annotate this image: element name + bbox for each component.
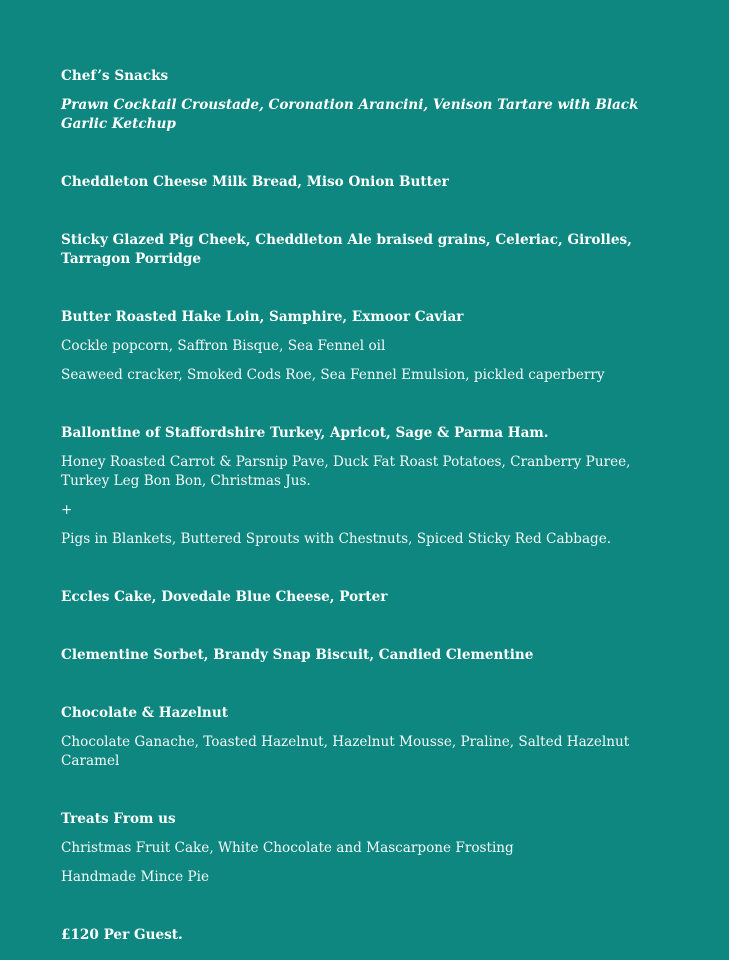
course-title-chefs-snacks: Chef’s Snacks — [61, 68, 169, 84]
menu-page — [61, 67, 671, 945]
course-desc-turkey-1: Honey Roasted Carrot & Parsnip Pave, Duck Fat Roast Potatoes, Cranberry Puree, Turkey Leg Bon Bon, Christmas Jus. — [61, 454, 631, 489]
course-title-chocolate: Chocolate & Hazelnut — [61, 705, 228, 721]
course-title-bread: Cheddleton Cheese Milk Bread, Miso Onion Butter — [61, 174, 449, 190]
course-title-eccles: Eccles Cake, Dovedale Blue Cheese, Porter — [61, 589, 388, 605]
course-title-turkey: Ballontine of Staffordshire Turkey, Apricot, Sage & Parma Ham. — [61, 425, 549, 441]
course-title-treats: Treats From us — [61, 811, 176, 827]
course-desc-hake-2: Seaweed cracker, Smoked Cods Roe, Sea Fennel Emulsion, pickled caperberry — [61, 367, 605, 383]
course-title-hake: Butter Roasted Hake Loin, Samphire, Exmoor Caviar — [61, 309, 464, 325]
price-per-guest: £120 Per Guest. — [61, 927, 183, 943]
course-desc-treats-2: Handmade Mince Pie — [61, 869, 210, 885]
course-desc-treats-1: Christmas Fruit Cake, White Chocolate and Mascarpone Frosting — [61, 840, 514, 856]
course-desc-hake-1: Cockle popcorn, Saffron Bisque, Sea Fennel oil — [61, 338, 386, 354]
course-title-pig-cheek: Sticky Glazed Pig Cheek, Cheddleton Ale braised grains, Celeriac, Girolles, Tarragon Porridge — [61, 232, 632, 267]
plus-separator: + — [61, 502, 73, 518]
course-title-sorbet: Clementine Sorbet, Brandy Snap Biscuit, Candied Clementine — [61, 647, 534, 663]
course-desc-chocolate: Chocolate Ganache, Toasted Hazelnut, Hazelnut Mousse, Praline, Salted Hazelnut Caramel — [61, 734, 630, 769]
course-desc-turkey-2: Pigs in Blankets, Buttered Sprouts with Chestnuts, Spiced Sticky Red Cabbage. — [61, 531, 612, 547]
course-items-chefs-snacks: Prawn Cocktail Croustade, Coronation Arancini, Venison Tartare with Black Garlic Ketchup — [61, 97, 639, 132]
